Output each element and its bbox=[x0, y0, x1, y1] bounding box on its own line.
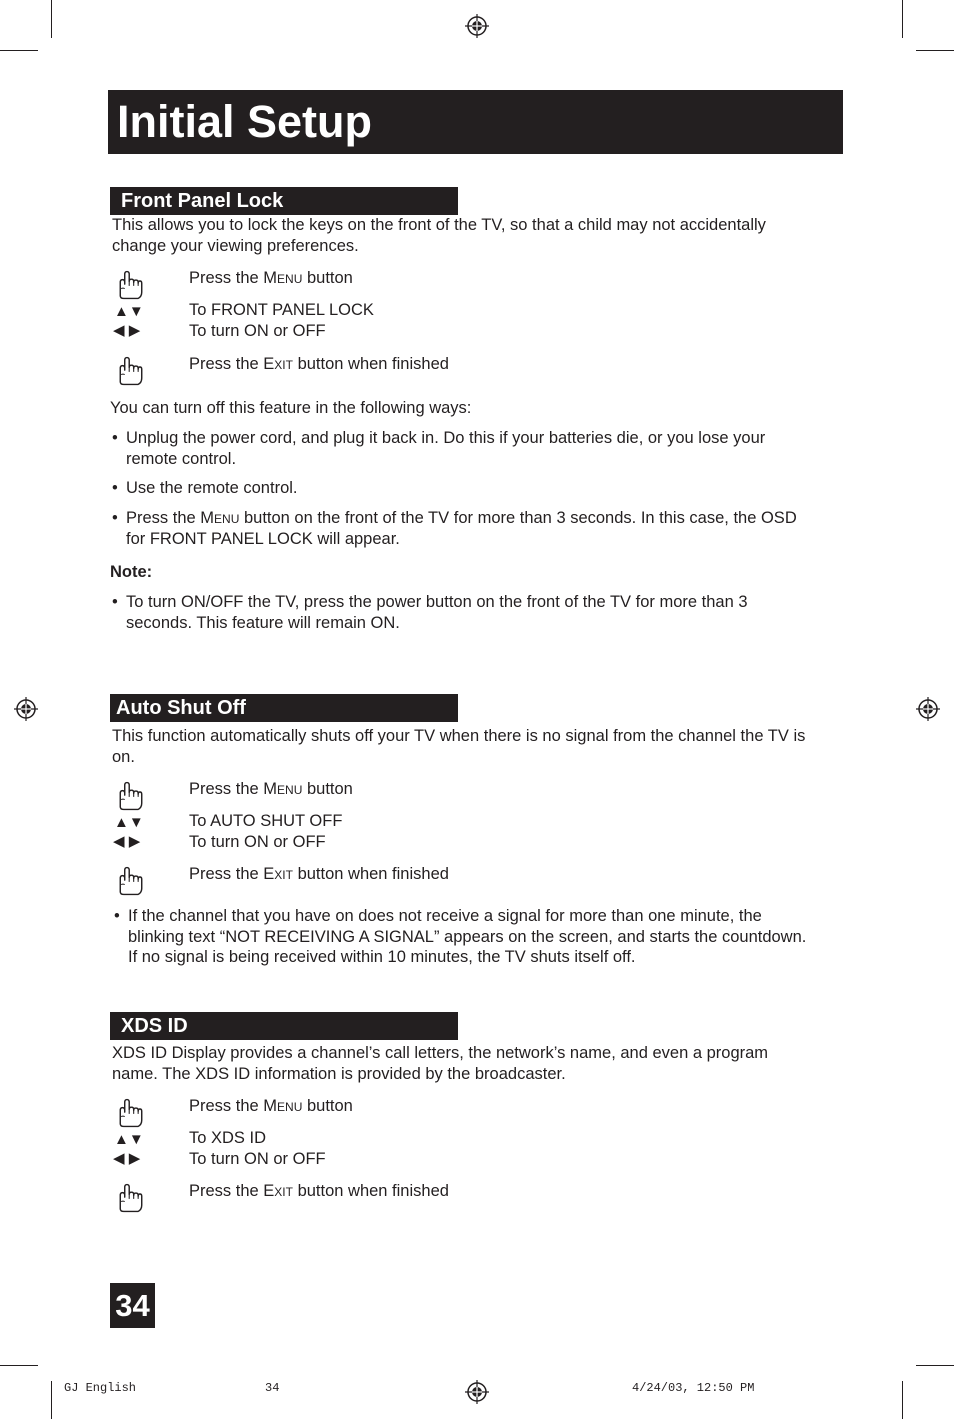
step-select: To FRONT PANEL LOCK bbox=[189, 301, 374, 319]
bullet-icon: • bbox=[112, 509, 118, 527]
list-item: Use the remote control. bbox=[126, 479, 298, 497]
page-title: Initial Setup bbox=[117, 96, 373, 147]
exit-key-label: Exit bbox=[263, 1182, 293, 1200]
step-press-menu: Press the Menu button bbox=[189, 1097, 353, 1115]
step-press-exit: Press the Exit button when finished bbox=[189, 355, 449, 373]
slug-page: 34 bbox=[265, 1381, 280, 1395]
crop-mark-bottom-right-v bbox=[902, 1381, 903, 1419]
bullet-icon: • bbox=[114, 907, 120, 925]
step-toggle: To turn ON or OFF bbox=[189, 322, 326, 340]
bullet-icon: • bbox=[112, 593, 118, 611]
page-title-bar bbox=[108, 90, 843, 154]
step-toggle: To turn ON or OFF bbox=[189, 1150, 326, 1168]
intro-line: XDS ID Display provides a channel’s call letters, the network’s name, and even a program bbox=[112, 1044, 769, 1062]
registration-mark-icon bbox=[916, 697, 940, 721]
crop-mark-top-right-v bbox=[902, 0, 903, 38]
note-line: To turn ON/OFF the TV, press the power button on the front of the TV for more than 3 bbox=[126, 593, 748, 611]
pointing-hand-icon bbox=[114, 864, 148, 898]
step-press-exit: Press the Exit button when finished bbox=[189, 1182, 449, 1200]
slug-doc-name: GJ English bbox=[64, 1381, 137, 1395]
crop-mark-top-left-v bbox=[51, 0, 52, 38]
registration-mark-icon bbox=[465, 14, 489, 38]
up-down-arrows-icon: ▲▼ bbox=[114, 1131, 144, 1148]
registration-mark-icon bbox=[14, 697, 38, 721]
section-heading-front-panel-lock bbox=[110, 187, 458, 215]
exit-key-label: Exit bbox=[263, 865, 293, 883]
step-press-menu: Press the Menu button bbox=[189, 780, 353, 798]
pointing-hand-icon bbox=[114, 779, 148, 813]
pointing-hand-icon bbox=[114, 1096, 148, 1130]
up-down-arrows-icon: ▲▼ bbox=[114, 303, 144, 320]
left-right-arrows-icon: ◀ ▶ bbox=[113, 322, 141, 339]
menu-key-label: Menu bbox=[263, 780, 303, 798]
menu-key-label: Menu bbox=[263, 269, 303, 287]
step-select: To XDS ID bbox=[189, 1129, 267, 1147]
up-down-arrows-icon: ▲▼ bbox=[114, 814, 144, 831]
menu-key-label: Menu bbox=[200, 509, 240, 527]
note-line: seconds. This feature will remain ON. bbox=[126, 614, 400, 632]
list-item: remote control. bbox=[126, 450, 237, 468]
left-right-arrows-icon: ◀ ▶ bbox=[113, 1150, 141, 1167]
exit-key-label: Exit bbox=[263, 355, 293, 373]
list-item: blinking text “NOT RECEIVING A SIGNAL” appears on the screen, and starts the countdown. bbox=[128, 928, 807, 946]
note-label: Note: bbox=[110, 563, 153, 581]
list-item: If the channel that you have on does not receive a signal for more than one minute, the bbox=[128, 907, 762, 925]
crop-mark-bottom-left-h bbox=[0, 1365, 38, 1366]
intro-line: change your viewing preferences. bbox=[112, 237, 359, 255]
pointing-hand-icon bbox=[114, 354, 148, 388]
section-title: XDS ID bbox=[121, 1015, 188, 1037]
bullet-icon: • bbox=[112, 429, 118, 447]
step-press-menu: Press the Menu button bbox=[189, 269, 353, 287]
section-title: Front Panel Lock bbox=[121, 190, 284, 212]
intro-line: This allows you to lock the keys on the front of the TV, so that a child may not accidentally bbox=[112, 216, 766, 234]
step-toggle: To turn ON or OFF bbox=[189, 833, 326, 851]
turn-off-intro: You can turn off this feature in the following ways: bbox=[110, 399, 472, 417]
step-press-exit: Press the Exit button when finished bbox=[189, 865, 449, 883]
slug-datetime: 4/24/03, 12:50 PM bbox=[632, 1381, 755, 1395]
crop-mark-bottom-left-v bbox=[51, 1381, 52, 1419]
menu-key-label: Menu bbox=[263, 1097, 303, 1115]
left-right-arrows-icon: ◀ ▶ bbox=[113, 833, 141, 850]
intro-line: This function automatically shuts off your TV when there is no signal from the channel the TV is bbox=[112, 727, 806, 745]
intro-line: on. bbox=[112, 748, 135, 766]
list-item: Press the Menu button on the front of the TV for more than 3 seconds. In this case, the OSD bbox=[126, 509, 797, 527]
step-select: To AUTO SHUT OFF bbox=[189, 812, 343, 830]
list-item: for FRONT PANEL LOCK will appear. bbox=[126, 530, 400, 548]
list-item: Unplug the power cord, and plug it back in. Do this if your batteries die, or you lose your bbox=[126, 429, 766, 447]
pointing-hand-icon bbox=[114, 1181, 148, 1215]
pointing-hand-icon bbox=[114, 268, 148, 302]
crop-mark-bottom-right-h bbox=[916, 1365, 954, 1366]
registration-mark-icon bbox=[465, 1380, 489, 1404]
crop-mark-top-left-h bbox=[0, 50, 38, 51]
intro-line: name. The XDS ID information is provided by the broadcaster. bbox=[112, 1065, 566, 1083]
bullet-icon: • bbox=[112, 479, 118, 497]
section-heading-auto-shut-off bbox=[110, 694, 458, 722]
crop-mark-top-right-h bbox=[916, 50, 954, 51]
section-heading-xds-id bbox=[110, 1012, 458, 1040]
section-title: Auto Shut Off bbox=[116, 697, 246, 719]
list-item: If no signal is being received within 10 minutes, the TV shuts itself off. bbox=[128, 948, 636, 966]
page-number: 34 bbox=[110, 1283, 155, 1328]
